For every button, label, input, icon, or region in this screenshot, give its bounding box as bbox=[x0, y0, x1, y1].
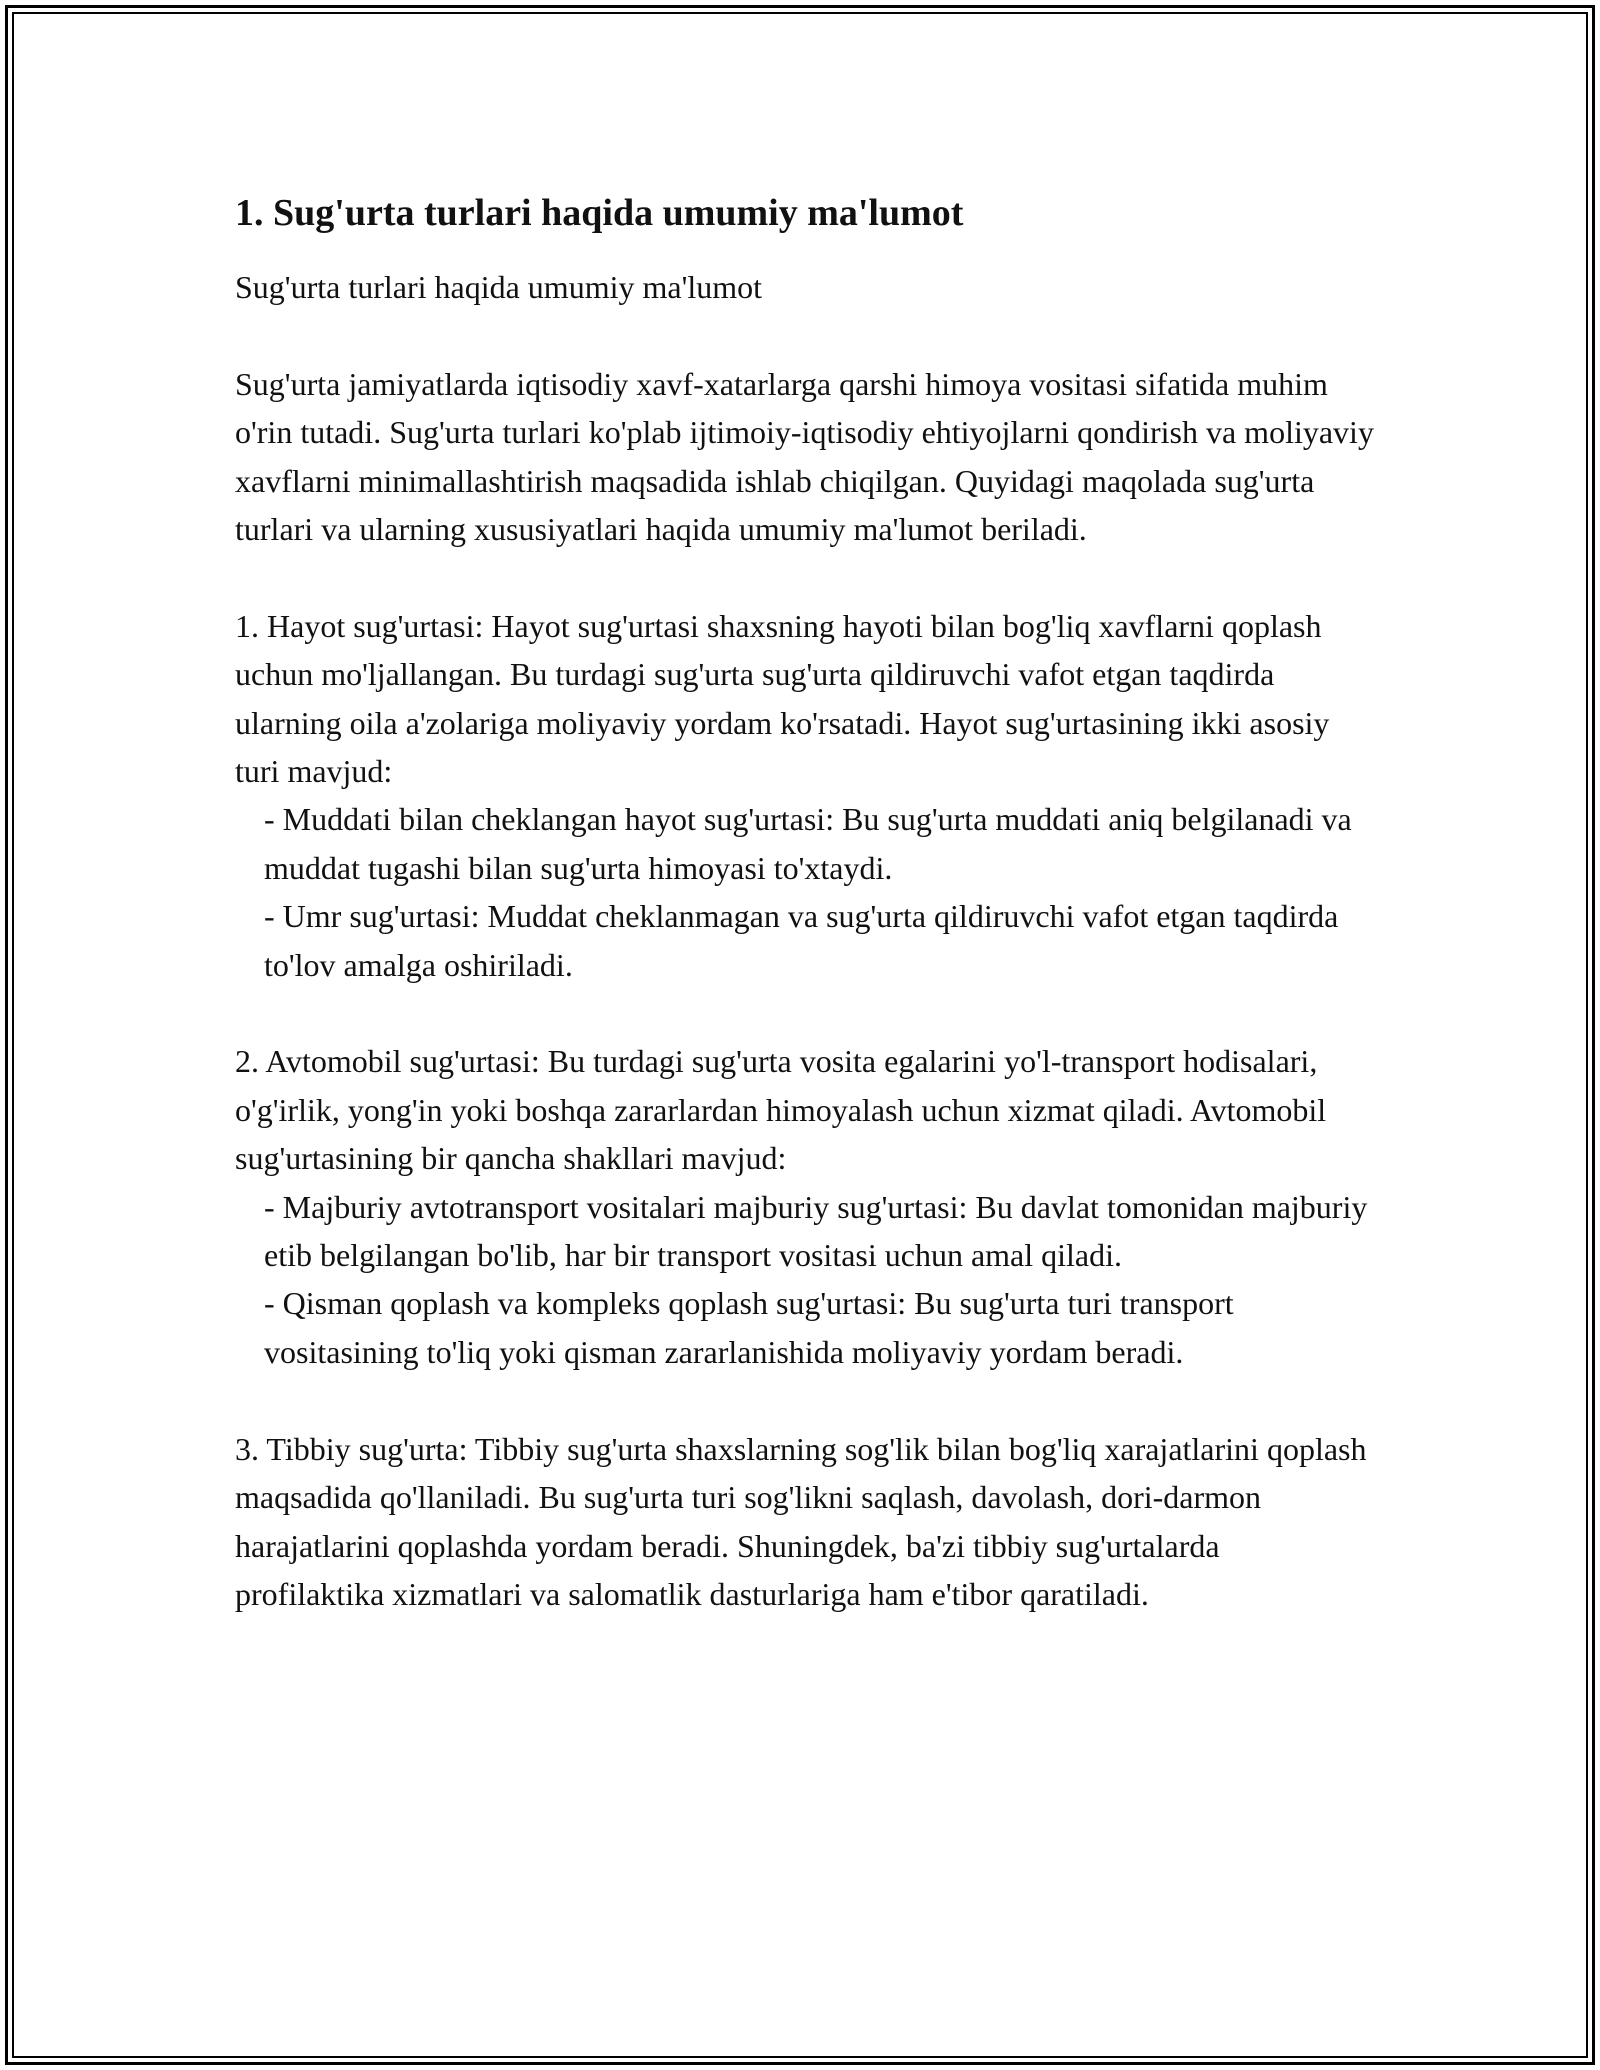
section-list-item: - Qisman qoplash va kompleks qoplash sug'urtasi: Bu sug'urta turi transport vositasining to'liq yoki qisman zararlanishida moliyaviy yordam beradi. bbox=[264, 1285, 1234, 1370]
document-body bbox=[235, 185, 1375, 1618]
intro-paragraph: Sug'urta jamiyatlarda iqtisodiy xavf-xatarlarga qarshi himoya vositasi sifatida muhim o'rin tutadi. Sug'urta turlari ko'plab ijtimoiy-iqtisodiy ehtiyojlarni qondirish va moliyaviy xavflarni minimallashtirish maqsadida ishlab chiqilgan. Quyidagi maqolada sug'urta turlari va ularning xususiyatlari haqida umumiy ma'lumot beriladi. bbox=[235, 365, 1374, 548]
section-auto-insurance bbox=[235, 1037, 1375, 1376]
document-subtitle: Sug'urta turlari haqida umumiy ma'lumot bbox=[235, 269, 762, 305]
section-medical-insurance bbox=[235, 1425, 1375, 1619]
section-life-insurance bbox=[235, 602, 1375, 989]
section-text: 3. Tibbiy sug'urta: Tibbiy sug'urta shaxslarning sog'lik bilan bog'liq xarajatlarini qoplash maqsadida qo'llaniladi. Bu sug'urta turi sog'likni saqlash, davolash, dori-darmon harajatlarini qoplashda yordam beradi. Shuningdek, ba'zi tibbiy sug'urtalarda profilaktika xizmatlari va salomatlik dasturlariga ham e'tibor qaratiladi. bbox=[235, 1430, 1367, 1612]
section-text: 1. Hayot sug'urtasi: Hayot sug'urtasi shaxsning hayoti bilan bog'liq xavflarni qoplash uchun mo'ljallangan. Bu turdagi sug'urta sug'urta qildiruvchi vafot etgan taqdirda ularning oila a'zolariga moliyaviy yordam ko'rsatadi. Hayot sug'urtasining ikki asosiy turi mavjud: bbox=[235, 607, 1330, 790]
section-list-item: - Muddati bilan cheklangan hayot sug'urtasi: Bu sug'urta muddati aniq belgilanadi va muddat tugashi bilan sug'urta himoyasi to'xtaydi. bbox=[264, 801, 1352, 886]
document-heading: 1. Sug'urta turlari haqida umumiy ma'lumot bbox=[235, 192, 964, 234]
section-list-item: - Umr sug'urtasi: Muddat cheklanmagan va sug'urta qildiruvchi vafot etgan taqdirda to'lov amalga oshiriladi. bbox=[264, 898, 1339, 983]
section-list-item: - Majburiy avtotransport vositalari majburiy sug'urtasi: Bu davlat tomonidan majburiy etib belgilangan bo'lib, har bir transport vositasi uchun amal qiladi. bbox=[264, 1188, 1368, 1274]
section-text: 2. Avtomobil sug'urtasi: Bu turdagi sug'urta vosita egalarini yo'l-transport hodisalari, o'g'irlik, yong'in yoki boshqa zararlardan himoyalash uchun xizmat qiladi. Avtomobil sug'urtasining bir qancha shakllari mavjud: bbox=[235, 1043, 1327, 1177]
